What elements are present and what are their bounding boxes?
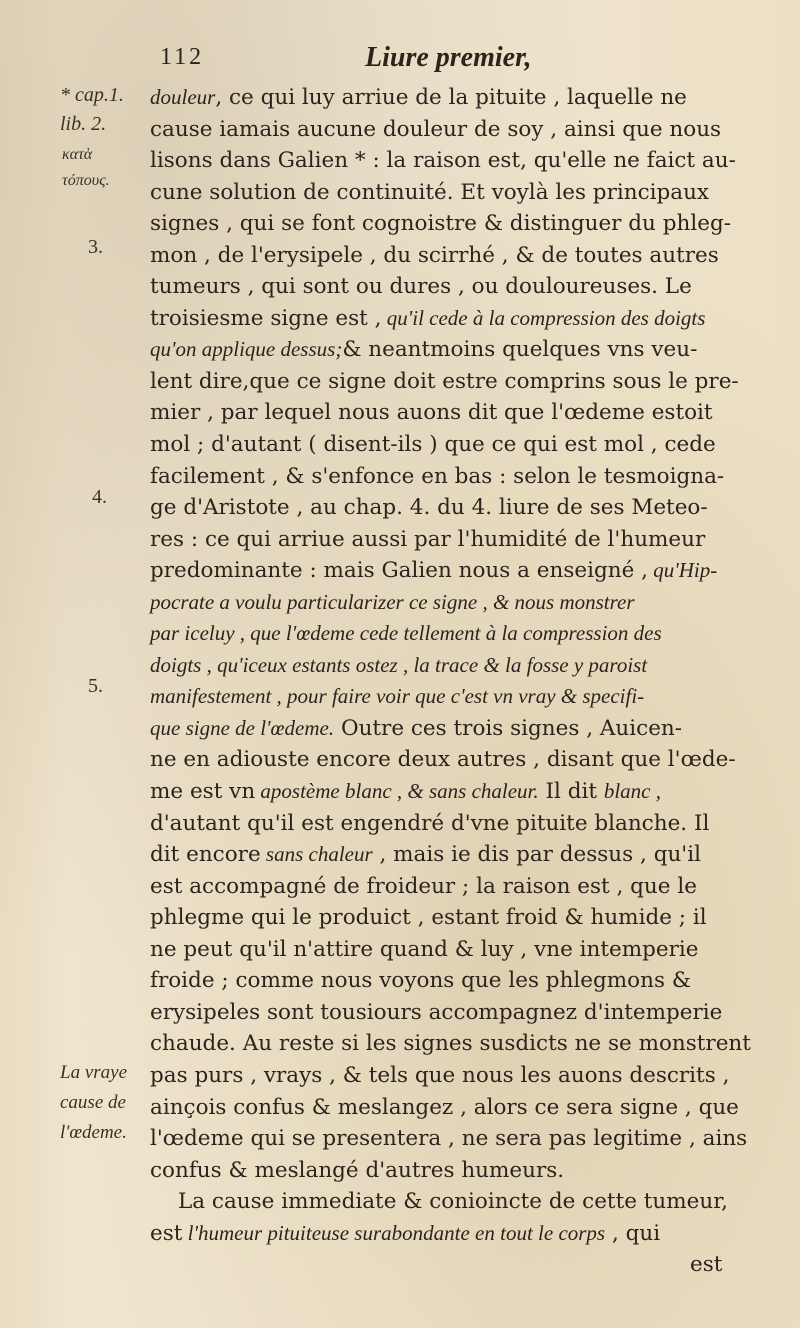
text-line: d'autant qu'il est engendré d'vne pituite blanche. Il <box>150 810 710 836</box>
text-line: pocrate a voulu particularizer ce signe , & nous monstrer <box>150 589 635 614</box>
text-line: lent dire,que ce signe doit estre comprins sous le pre- <box>150 368 739 394</box>
text-line: phlegme qui le produict , estant froid & humide ; il <box>150 905 707 931</box>
text-line: tumeurs , qui sont ou dures , ou douloureuses. Le <box>150 274 692 300</box>
text-line: manifestement , pour faire voir que c'est vn vray & specifi- <box>150 684 645 709</box>
text-line: est l'humeur pituiteuse surabondante en tout le corps , qui <box>150 1220 661 1246</box>
text-line: signes , qui se font cognoistre & distinguer du phleg- <box>150 211 731 237</box>
text-line: La cause immediate & conioincte de cette tumeur, <box>178 1189 728 1215</box>
text-line: mon , de l'erysipele , du scirrhé , & de toutes autres <box>150 242 719 268</box>
text-line: que signe de l'œdeme. Outre ces trois signes , Auicen- <box>150 715 683 741</box>
margin-numeral: 4. <box>92 486 107 508</box>
text-line: ge d'Aristote , au chap. 4. du 4. liure de ses Meteo- <box>150 495 708 521</box>
text-line: chaude. Au reste si les signes susdicts ne se monstrent <box>150 1031 751 1057</box>
page-number: 112 <box>160 44 205 70</box>
text-line: troisiesme signe est , qu'il cede à la compression des doigts <box>150 305 706 331</box>
running-title: Liure premier, <box>365 42 532 73</box>
text-line: predominante : mais Galien nous a enseigné , qu'Hip- <box>150 558 718 584</box>
text-line: l'œdeme qui se presentera , ne sera pas legitime , ains <box>150 1126 748 1152</box>
text-line: cause iamais aucune douleur de soy , ainsi que nous <box>150 116 722 142</box>
text-line: mol ; d'autant ( disent-ils ) que ce qui est mol , cede <box>150 432 716 458</box>
text-line: qu'on applique dessus;& neantmoins quelques vns veu- <box>150 337 698 363</box>
text-line: ne en adiouste encore deux autres , disant que l'œde- <box>150 747 736 773</box>
margin-note-reference: * cap.1. <box>60 84 124 106</box>
text-line: est accompagné de froideur ; la raison est , que le <box>150 873 697 899</box>
margin-note-greek: τόπους. <box>62 172 110 189</box>
margin-note-cause: La vraye cause de l'œdeme. <box>60 1062 128 1143</box>
text-line: ainçois confus & meslangez , alors ce sera signe , que <box>150 1094 739 1120</box>
text-line: facilement , & s'enfonce en bas : selon le tesmoigna- <box>150 463 725 489</box>
left-margin <box>0 0 150 1328</box>
text-line: doigts , qu'iceux estants ostez , la trace & la fosse y paroist <box>150 652 648 677</box>
text-line: me est vn apostème blanc , & sans chaleur. Il dit blanc , <box>150 779 661 805</box>
page-header <box>150 40 710 80</box>
text-line: douleur, ce qui luy arriue de la pituite , laquelle ne <box>150 85 687 110</box>
text-line: par iceluy , que l'œdeme cede tellement à la compression des <box>150 621 662 646</box>
text-line: ne peut qu'il n'attire quand & luy , vne intemperie <box>150 936 699 962</box>
text-line: dit encore sans chaleur , mais ie dis par dessus , qu'il <box>150 842 701 868</box>
text-line: confus & meslangé d'autres humeurs. <box>150 1157 565 1183</box>
text-line: lisons dans Galien * : la raison est, qu'elle ne faict au- <box>150 148 736 174</box>
body-text <box>150 82 751 1281</box>
text-line: res : ce qui arriue aussi par l'humidité de l'humeur <box>150 526 706 552</box>
text-line: mier , par lequel nous auons dit que l'œdeme estoit <box>150 400 713 426</box>
margin-note-greek: κατὰ <box>62 146 93 163</box>
text-line: pas purs , vrays , & tels que nous les auons descrits , <box>150 1062 730 1088</box>
text-line: froide ; comme nous voyons que les phlegmons & <box>150 968 691 994</box>
margin-numeral: 3. <box>88 236 103 258</box>
text-line: erysipeles sont tousiours accompagnez d'intemperie <box>150 999 723 1025</box>
text-line: cune solution de continuité. Et voylà les principaux <box>150 179 710 205</box>
catchword: est <box>690 1252 723 1278</box>
margin-numeral: 5. <box>88 675 103 697</box>
margin-note-reference: lib. 2. <box>60 113 107 135</box>
